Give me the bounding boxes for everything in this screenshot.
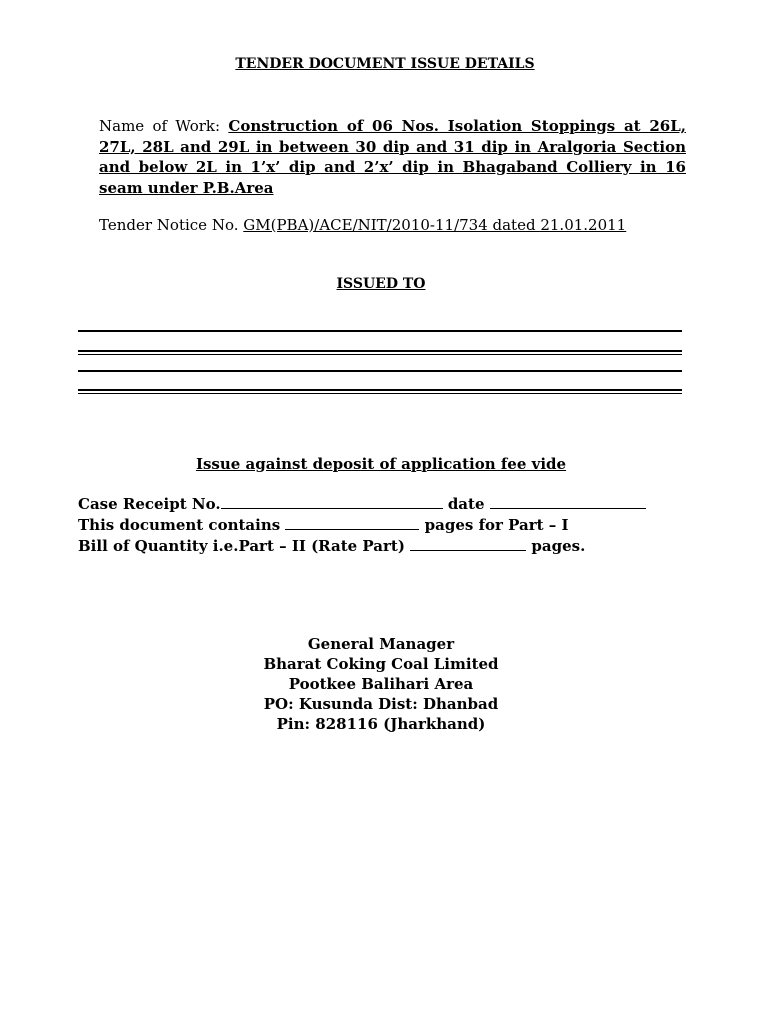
issued-to-line-1 [78, 330, 682, 332]
boq-label: Bill of Quantity i.e.Part – II (Rate Part) [78, 537, 405, 555]
boq-row [78, 536, 585, 556]
case-receipt-date-label: date [447, 495, 485, 513]
tender-notice [99, 215, 699, 235]
case-receipt-label: Case Receipt No. [78, 495, 221, 513]
tender-notice-label: Tender Notice No. [99, 216, 239, 234]
contains-suffix: pages for Part – I [424, 516, 569, 534]
tender-notice-value: GM(PBA)/ACE/NIT/2010-11/734 dated 21.01.2011 [243, 216, 627, 234]
contains-label: This document contains [78, 516, 281, 534]
fee-heading: Issue against deposit of application fee vide [195, 455, 567, 473]
contains-blank [285, 515, 419, 530]
name-of-work-value: Construction of 06 Nos. Isolation Stoppings at 26L, 27L, 28L and 29L in between 30 dip and 31 dip in Aralgoria Section and below 2L in 1’x’ dip and 2’x’ dip in Bhagaband Colliery in 16 seam under P.B.Area [99, 117, 686, 197]
boq-blank [410, 536, 526, 551]
name-of-work [99, 116, 686, 198]
name-of-work-label: Name of Work: [99, 117, 221, 135]
case-receipt-blank [221, 494, 443, 509]
address-line: Pin: 828116 (Jharkhand) [276, 715, 486, 733]
issued-to-heading: ISSUED TO [336, 276, 426, 292]
document-title: TENDER DOCUMENT ISSUE DETAILS [235, 56, 535, 72]
address-block [0, 634, 762, 734]
case-receipt-row [78, 494, 646, 514]
address-line: Bharat Coking Coal Limited [263, 655, 499, 673]
case-receipt-date-blank [490, 494, 646, 509]
issued-to-line-3 [78, 370, 682, 372]
issued-to-line-4 [78, 389, 682, 394]
contains-row [78, 515, 569, 535]
address-line: Pootkee Balihari Area [288, 675, 474, 693]
issued-to-line-2 [78, 350, 682, 355]
boq-suffix: pages. [531, 537, 586, 555]
address-line: PO: Kusunda Dist: Dhanbad [263, 695, 499, 713]
address-line: General Manager [307, 635, 455, 653]
